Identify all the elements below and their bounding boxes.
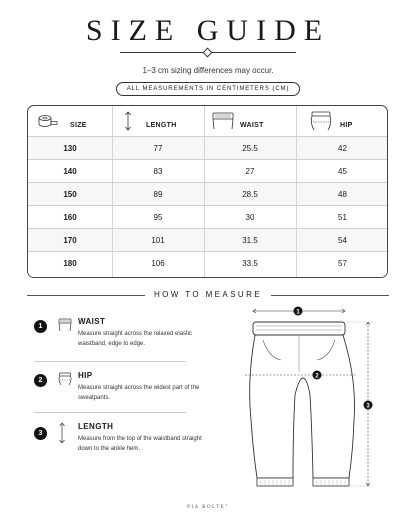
pants-diagram: [235, 300, 385, 500]
page-title: SIZE GUIDE: [85, 14, 331, 47]
cell-length: 77: [153, 144, 163, 153]
table-row: [28, 228, 387, 251]
marker-waist: [294, 307, 303, 316]
step-number: 1: [34, 320, 47, 333]
step-description: Measure from the top of the waistband straight down to the ankle hem.: [78, 436, 202, 452]
step-description: Measure straight across the relaxed elastic waistband, edge to edge.: [78, 331, 193, 347]
vertical-arrow-icon: [58, 422, 66, 444]
cell-length: 106: [151, 259, 165, 268]
size-table: [27, 105, 388, 278]
step-title: WAIST: [78, 317, 106, 326]
step-divider: [34, 361, 186, 362]
hip-icon: [58, 372, 72, 386]
cell-size: 180: [63, 259, 77, 268]
title-ornament: [0, 48, 416, 58]
step-number: 2: [34, 374, 47, 387]
step-number: 3: [34, 427, 47, 440]
cell-waist: 27: [245, 167, 255, 176]
table-header: [28, 106, 387, 136]
cell-waist: 30: [245, 213, 255, 222]
cell-size: 150: [63, 190, 77, 199]
cell-length: 83: [153, 167, 163, 176]
cell-size: 140: [63, 167, 77, 176]
section-divider: [271, 295, 389, 296]
cell-size: 160: [63, 213, 77, 222]
cell-waist: 31.5: [242, 236, 258, 245]
cell-length: 89: [153, 190, 163, 199]
cell-waist: 33.5: [242, 259, 258, 268]
table-row: [28, 136, 387, 159]
svg-text:2: 2: [315, 373, 319, 380]
column-header-length: LENGTH: [146, 122, 177, 129]
step-description: Measure straight across the widest part of the sweatpants.: [78, 385, 200, 401]
section-title: HOW TO MEASURE: [154, 290, 262, 299]
marker-length: [364, 401, 373, 410]
table-row: [28, 182, 387, 205]
svg-text:1: 1: [296, 309, 300, 316]
marker-hip: [313, 371, 322, 380]
hip-icon: [310, 111, 332, 131]
sizing-note: 1–3 cm sizing differences may occur.: [142, 66, 274, 75]
cell-size: 170: [63, 236, 77, 245]
cell-waist: 25.5: [242, 144, 258, 153]
waistband-icon: [58, 318, 72, 332]
cell-hip: 54: [338, 236, 347, 245]
measuring-tape-icon: [38, 114, 58, 128]
cell-hip: 57: [338, 259, 347, 268]
cell-hip: 45: [338, 167, 347, 176]
cell-length: 95: [153, 213, 163, 222]
table-row: [28, 251, 387, 278]
step-title: HIP: [78, 371, 93, 380]
column-header-waist: WAIST: [240, 122, 264, 129]
cell-size: 130: [63, 144, 77, 153]
cell-length: 101: [151, 236, 165, 245]
step-divider: [34, 412, 186, 413]
waistband-icon: [212, 112, 234, 130]
cell-hip: 48: [338, 190, 347, 199]
column-header-hip: HIP: [340, 122, 353, 129]
units-pill: ALL MEASUREMENTS IN CENTIMETERS (CM): [116, 82, 300, 96]
table-row: [28, 205, 387, 228]
column-header-size: SIZE: [70, 122, 87, 129]
svg-text:3: 3: [366, 403, 370, 410]
brand-logo: PIA BOLTE°: [187, 505, 229, 510]
step-title: LENGTH: [78, 422, 114, 431]
cell-waist: 28.5: [242, 190, 258, 199]
cell-hip: 51: [338, 213, 347, 222]
cell-hip: 42: [338, 144, 347, 153]
vertical-arrow-icon: [124, 111, 132, 131]
table-row: [28, 159, 387, 182]
